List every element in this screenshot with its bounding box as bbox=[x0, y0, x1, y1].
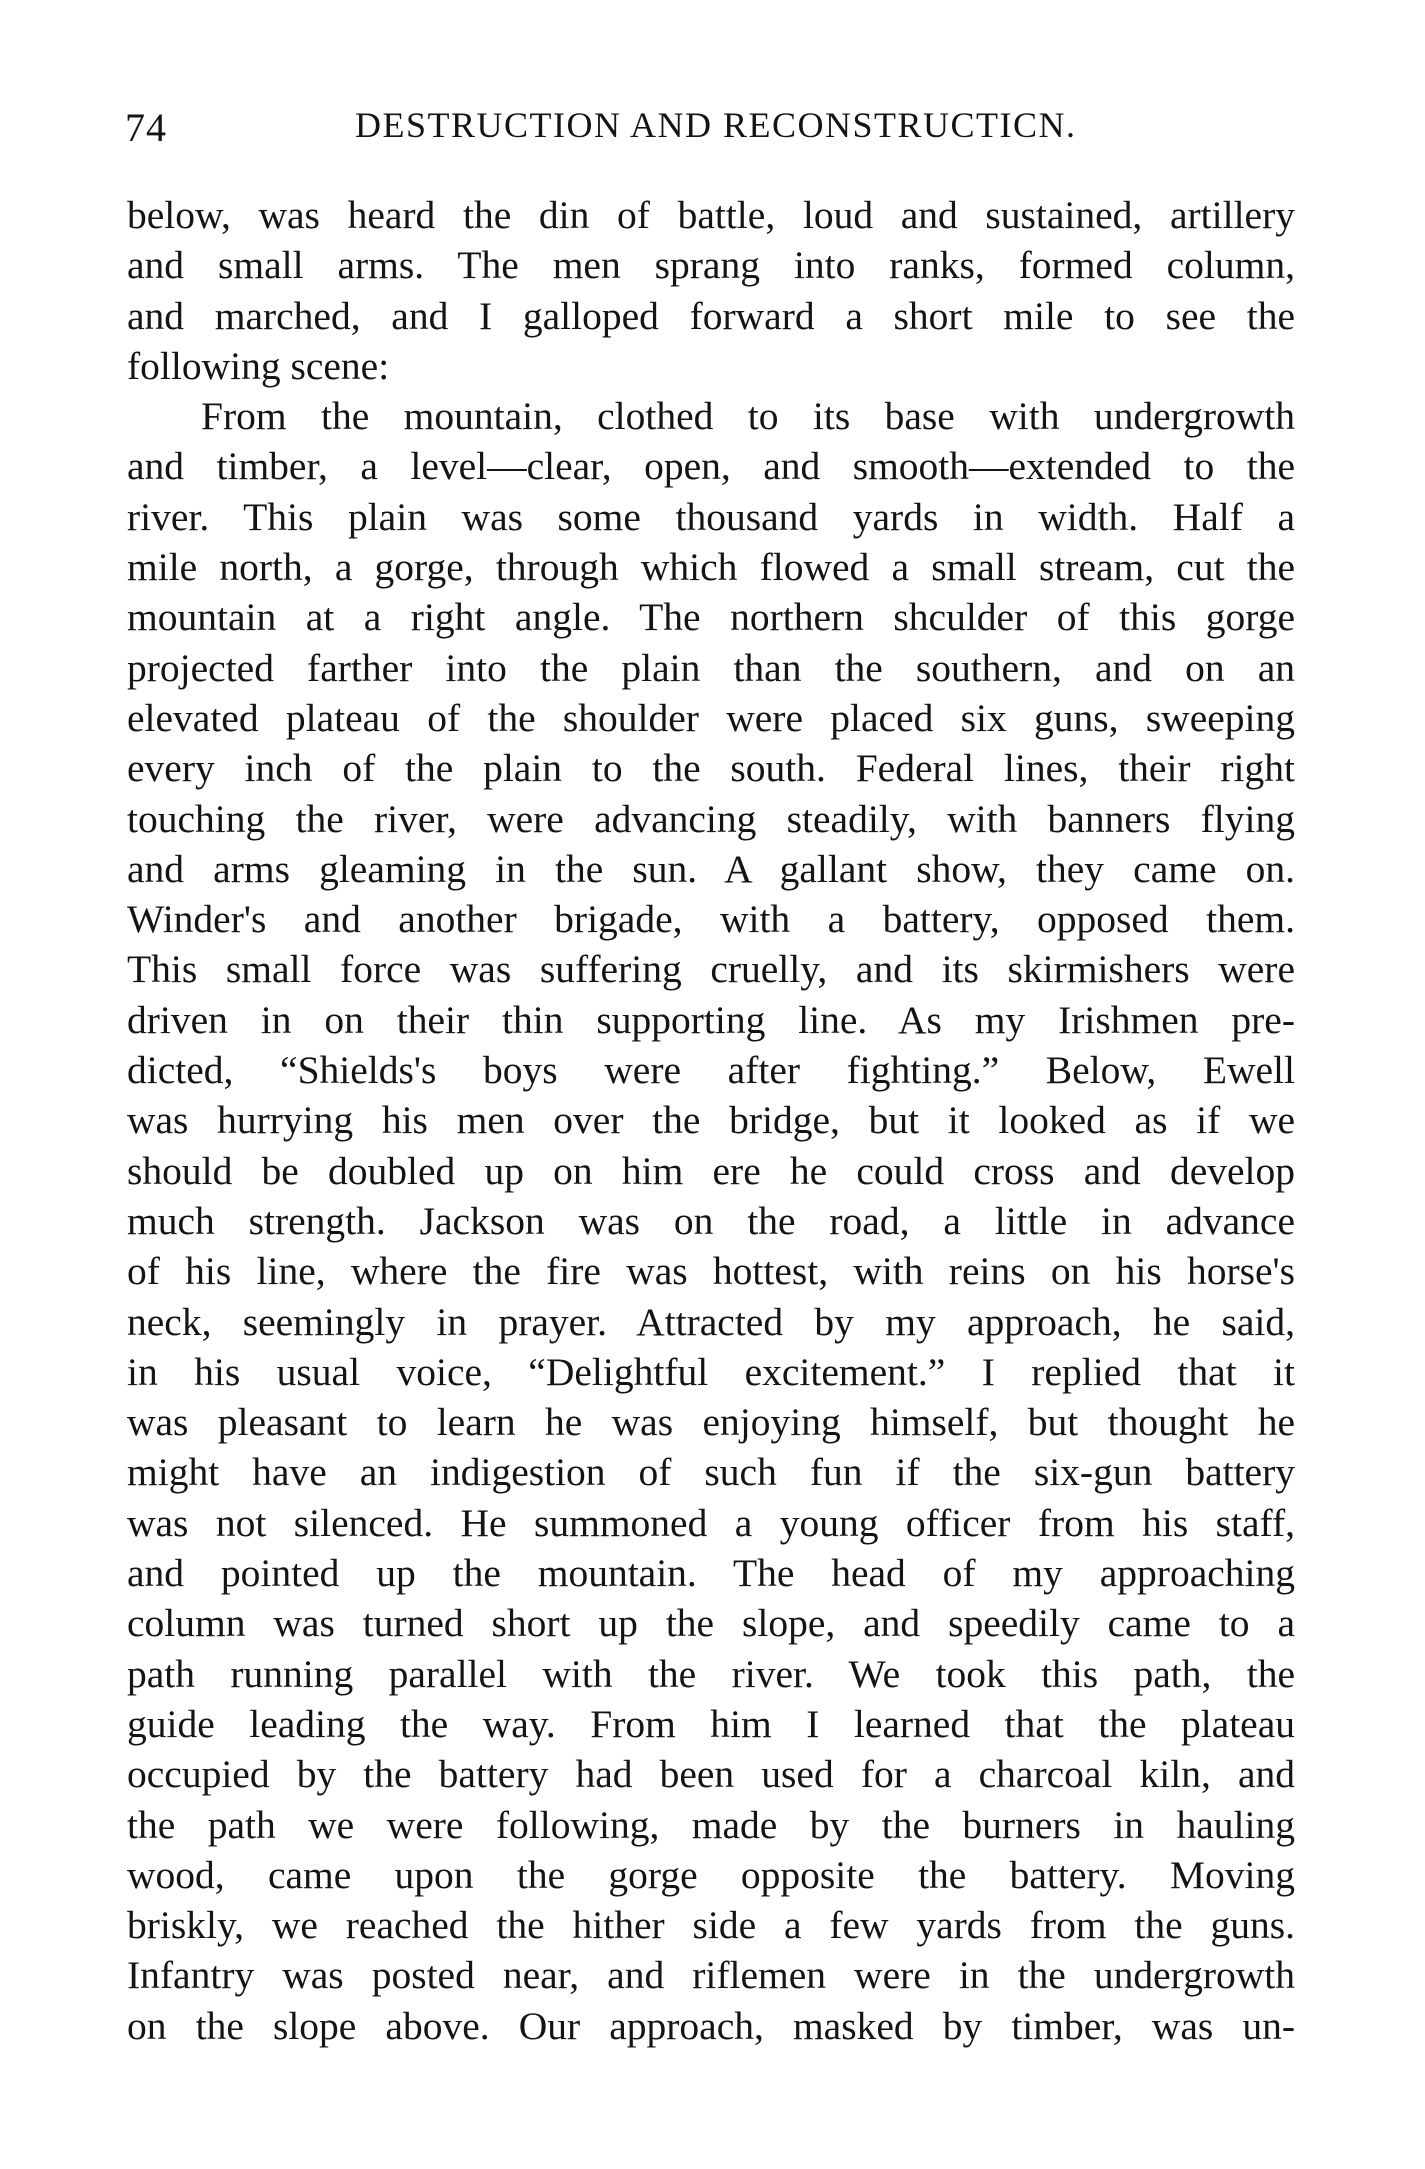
text-line: was not silenced. He summoned a young officer from his staff, bbox=[127, 1500, 1295, 1545]
text-line: and small arms. The men sprang into ranks, formed column, bbox=[127, 243, 1295, 288]
text-line: mile north, a gorge, through which flowed a small stream, cut the bbox=[127, 545, 1295, 590]
text-line: the path we were following, made by the burners in hauling bbox=[127, 1802, 1295, 1847]
body-text bbox=[127, 190, 1295, 2051]
text-line: mountain at a right angle. The northern shculder of this gorge bbox=[127, 595, 1295, 640]
text-line: below, was heard the din of battle, loud and sustained, artillery bbox=[127, 193, 1295, 237]
text-line: on the slope above. Our approach, masked by timber, was un- bbox=[127, 2003, 1295, 2048]
text-line: path running parallel with the river. We took this path, the bbox=[127, 1651, 1295, 1696]
text-line: touching the river, were advancing steadily, with banners flying bbox=[127, 796, 1295, 841]
text-line: every inch of the plain to the south. Federal lines, their right bbox=[127, 746, 1295, 791]
text-line: should be doubled up on him ere he could cross and develop bbox=[127, 1148, 1295, 1193]
text-line: in his usual voice, “Delightful excitement.” I replied that it bbox=[127, 1349, 1295, 1394]
text-line: might have an indigestion of such fun if the six-gun battery bbox=[127, 1450, 1295, 1495]
text-line: was hurrying his men over the bridge, but it looked as if we bbox=[127, 1098, 1295, 1143]
page-number: 74 bbox=[125, 105, 167, 150]
text-line: dicted, “Shields's boys were after fighting.” Below, Ewell bbox=[127, 1048, 1295, 1093]
text-line: following scene: bbox=[127, 343, 390, 388]
text-line: and pointed up the mountain. The head of my approaching bbox=[127, 1551, 1295, 1596]
text-line: of his line, where the fire was hottest, with reins on his horse's bbox=[127, 1249, 1295, 1294]
paragraph-start-line: From the mountain, clothed to its base with undergrowth bbox=[201, 394, 1295, 439]
running-title: DESTRUCTION AND RECONSTRUCTICN. bbox=[355, 105, 1077, 145]
text-line: wood, came upon the gorge opposite the battery. Moving bbox=[127, 1852, 1295, 1897]
text-line: driven in on their thin supporting line. As my Irishmen pre- bbox=[127, 997, 1295, 1042]
text-line: guide leading the way. From him I learned that the plateau bbox=[127, 1701, 1295, 1746]
text-line: Winder's and another brigade, with a battery, opposed them. bbox=[127, 897, 1295, 942]
text-line: river. This plain was some thousand yards in width. Half a bbox=[127, 494, 1295, 539]
running-head bbox=[125, 104, 1300, 154]
text-line: This small force was suffering cruelly, and its skirmishers were bbox=[127, 947, 1295, 992]
text-line: projected farther into the plain than the southern, and on an bbox=[127, 645, 1295, 690]
text-line: was pleasant to learn he was enjoying himself, but thought he bbox=[127, 1400, 1295, 1445]
text-line: briskly, we reached the hither side a few yards from the guns. bbox=[127, 1903, 1295, 1948]
text-line: occupied by the battery had been used for a charcoal kiln, and bbox=[127, 1752, 1295, 1797]
text-line: much strength. Jackson was on the road, a little in advance bbox=[127, 1198, 1295, 1243]
text-line: column was turned short up the slope, and speedily came to a bbox=[127, 1601, 1295, 1646]
text-line: and timber, a level—clear, open, and smooth—extended to the bbox=[127, 444, 1295, 489]
text-line: neck, seemingly in prayer. Attracted by my approach, he said, bbox=[127, 1299, 1295, 1344]
text-line: and arms gleaming in the sun. A gallant show, they came on. bbox=[127, 846, 1295, 891]
text-line: elevated plateau of the shoulder were placed six guns, sweeping bbox=[127, 695, 1295, 740]
text-line: Infantry was posted near, and riflemen were in the undergrowth bbox=[127, 1953, 1295, 1998]
text-line: and marched, and I galloped forward a short mile to see the bbox=[127, 293, 1295, 338]
